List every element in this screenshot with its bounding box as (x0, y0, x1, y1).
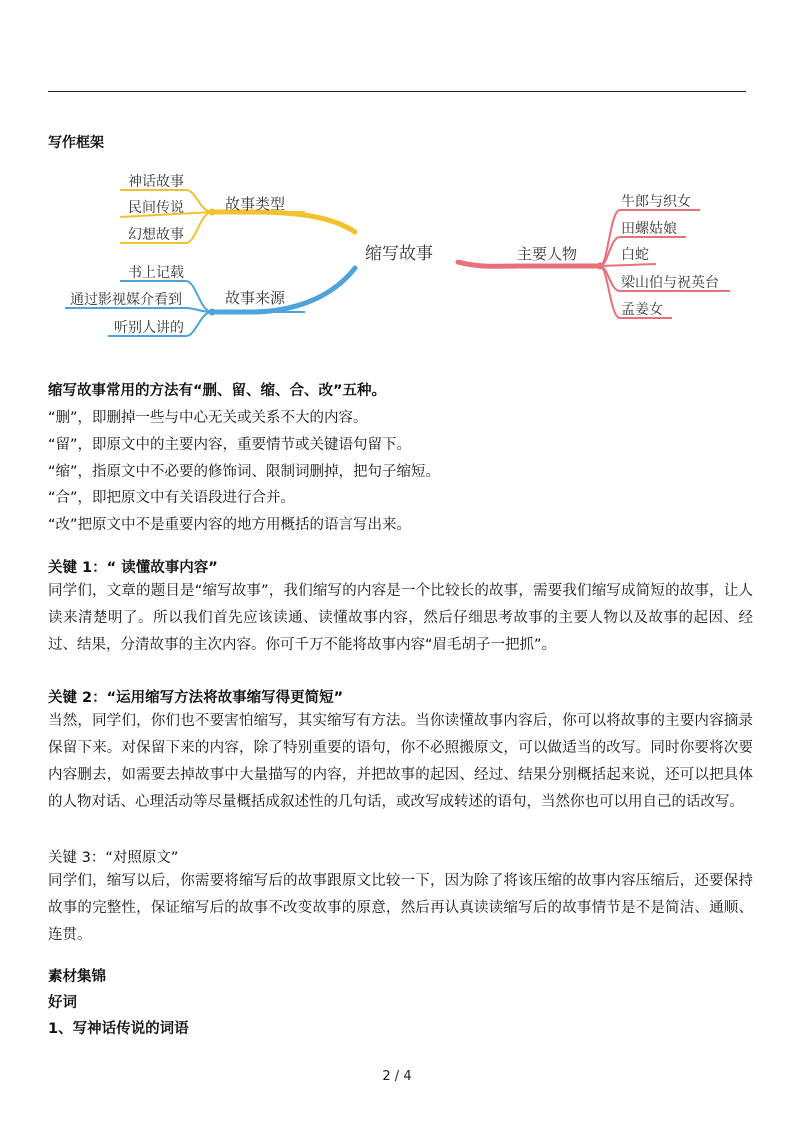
mindmap-leaf: 民间传说 (128, 200, 184, 216)
branch-main-characters (458, 210, 730, 318)
mindmap (0, 0, 794, 370)
page-number: 2 / 4 (382, 1069, 412, 1084)
mindmap-left-branch-label: 故事来源 (225, 289, 286, 307)
key3-text: 同学们，缩写以后，你需要将缩写后的故事跟原文比较一下，因为除了将该压缩的故事内容压缩后，还要保持故事的完整性，保证缩写后的故事不改变故事的原意，然后再认真读读缩写后的故事情节是不是简洁、通顺、连贯。 (48, 873, 753, 943)
mindmap-leaf: 孟姜女 (621, 302, 663, 318)
methods-title: 缩写故事常用的方法有“删、留、缩、合、改”五种。 (48, 383, 387, 399)
mindmap-leaf: 书上记载 (128, 265, 184, 281)
mindmap-center: 缩写故事 (365, 244, 433, 264)
mindmap-leaf: 神话故事 (128, 174, 184, 190)
myth-words-title: 1、写神话传说的词语 (48, 1021, 189, 1037)
method-item: “改”把原文中不是重要内容的地方用概括的语言写出来。 (48, 517, 412, 533)
mindmap-leaf: 梁山伯与祝英台 (621, 275, 719, 291)
mindmap-leaf: 牛郎与织女 (621, 194, 691, 210)
good-words-title: 好词 (48, 995, 77, 1011)
framework-title: 写作框架 (48, 135, 104, 151)
key2-text: 当然，同学们，你们也不要害怕缩写，其实缩写有方法。当你读懂故事内容后，你可以将故事的主要内容摘录保留下来。对保留下来的内容，除了特别重要的语句，你不必照搬原文，可以做适当的改写。同时你要将次要内容删去，如需要去掉故事中大量描写的内容，并把故事的起因、经过、结果分别概括起来说，还可以把具体的人物对话、心理活动等尽量概括成叙述性的几句话，或改写成转述的语句，当然你也可以用自己的话改写。 (48, 713, 753, 810)
method-item: “删”，即删掉一些与中心无关或关系不大的内容。 (48, 410, 368, 426)
method-item: “合”，即把原文中有关语段进行合并。 (48, 490, 296, 506)
key1-text: 同学们，文章的题目是“缩写故事”，我们缩写的内容是一个比较长的故事，需要我们缩写成简短的故事，让人读来清楚明了。所以我们首先应该读通、读懂故事内容，然后仔细思考故事的主要人物以及故事的起因、经过、结果，分清故事的主次内容。你可千万不能将故事内容“眉毛胡子一把抓”。 (48, 583, 753, 653)
key1-title: 关键 1：“ 读懂故事内容” (48, 560, 218, 576)
material-title: 素材集锦 (48, 969, 106, 985)
mindmap-left-branch-label: 故事类型 (225, 195, 286, 213)
method-item: “留”，即原文中的主要内容，重要情节或关键语句留下。 (48, 437, 412, 453)
key3-title: 关键 3：“对照原文” (48, 850, 179, 866)
mindmap-leaf: 听别人讲的 (114, 320, 184, 336)
mindmap-right-branch-label: 主要人物 (517, 245, 578, 263)
mindmap-leaf: 白蛇 (621, 247, 649, 263)
mindmap-leaf: 幻想故事 (128, 227, 184, 243)
key2-title: 关键 2：“运用缩写方法将故事缩写得更简短” (48, 690, 344, 706)
mindmap-leaf: 通过影视媒介看到 (70, 292, 182, 308)
mindmap-leaf: 田螺姑娘 (621, 221, 677, 237)
method-item: “缩”，指原文中不必要的修饰词、限制词删掉，把句子缩短。 (48, 464, 441, 480)
